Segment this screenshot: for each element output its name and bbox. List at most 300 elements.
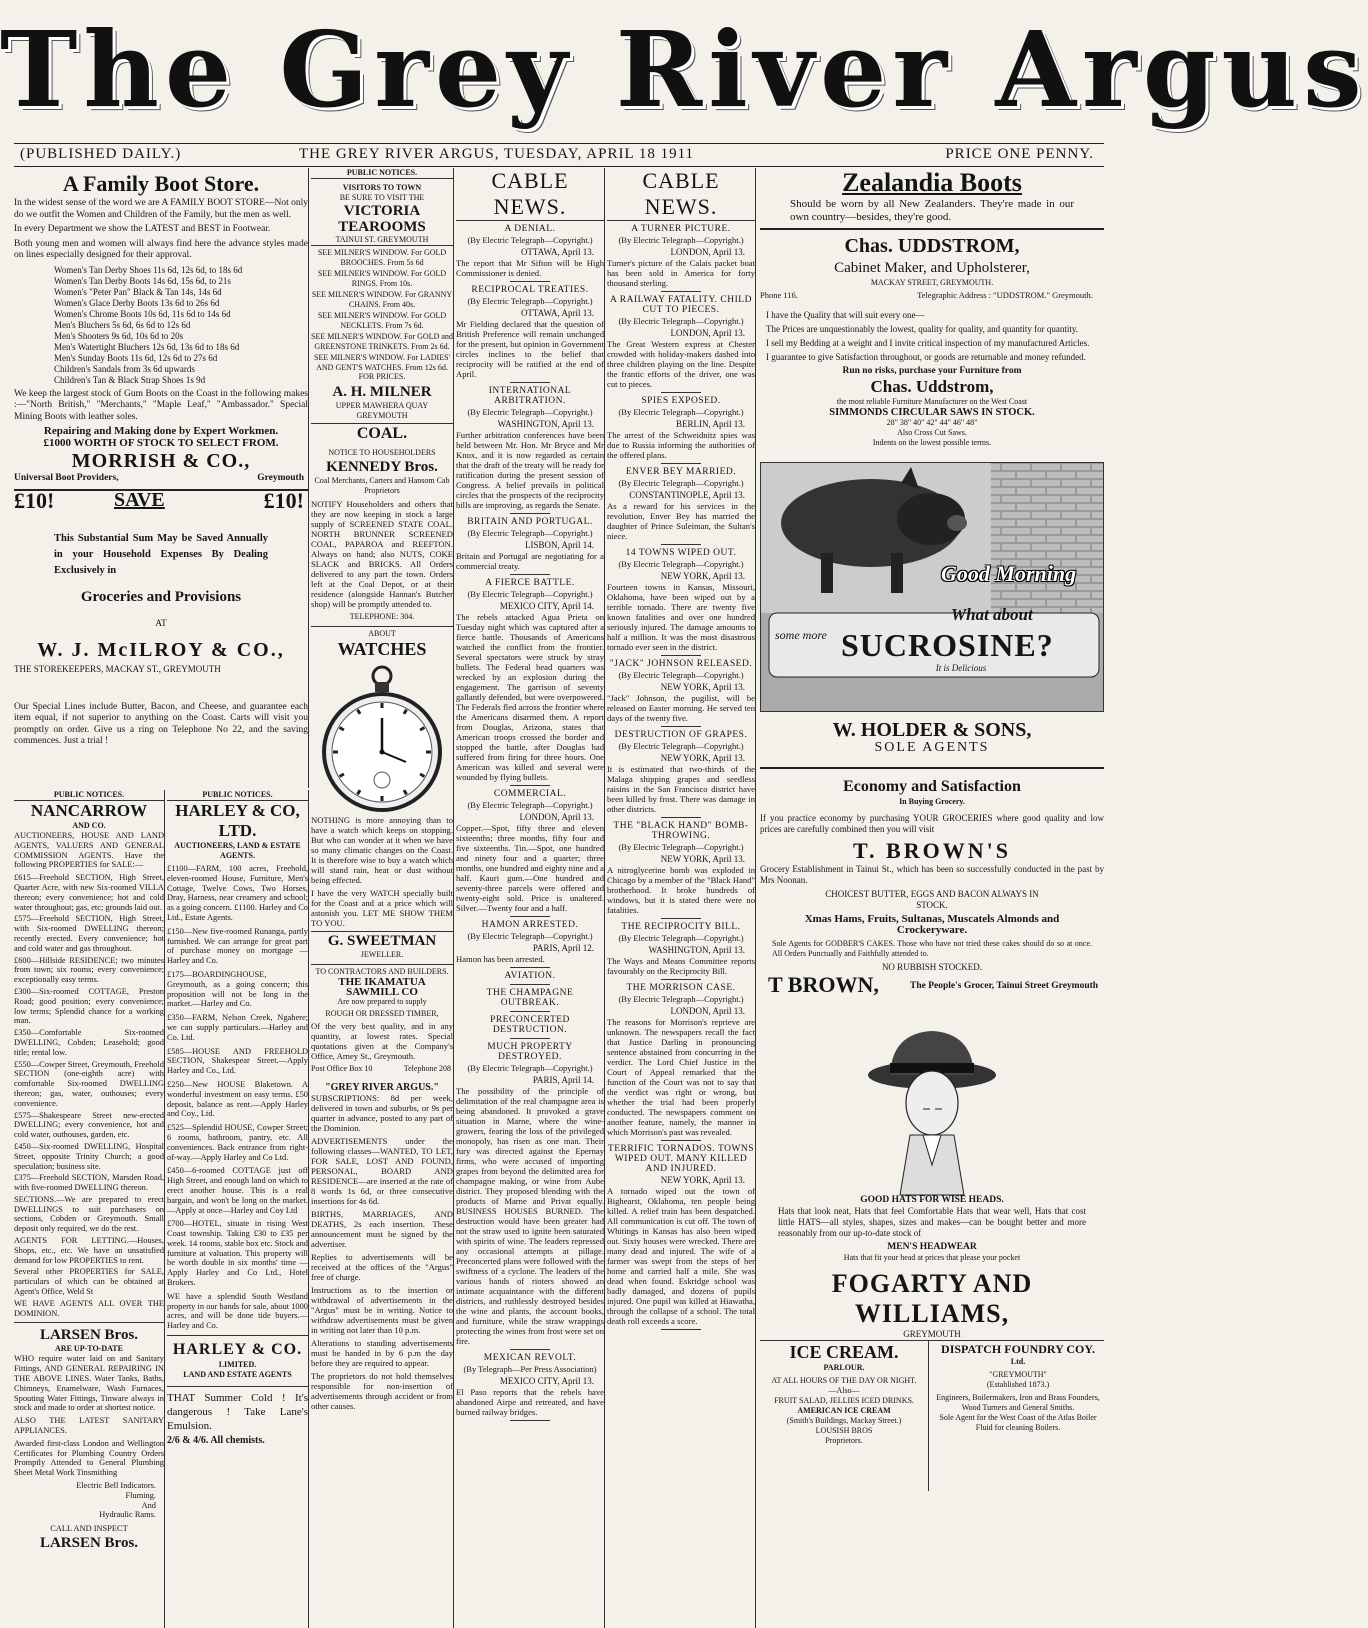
- story-body: Copper.—Spot, fifty three and eleven sixteenths; three months, fifty four and five sixteenths. Tin.—Spot, one hundred and ninety four and a quarter; three months, one hundred and eighty nine and a half. Kauri gum.—One hundred and seventy-three parcels were offered and twenty-eight sold. Price is unaltered. Silver.—Twenty four and a half.: [456, 823, 604, 913]
- ice-fruit: FRUIT SALAD, JELLIES ICED DRINKS.: [774, 1396, 914, 1405]
- story-dateline: MEXICO CITY, April 14.: [499, 601, 594, 611]
- uddstrom-contact: [760, 288, 1104, 310]
- boot-intro-2: In every Department we show the LATEST and BEST in Footwear.: [14, 224, 271, 234]
- story-separator: [661, 544, 701, 545]
- story-body: The Ways and Means Committee reports favourably on the Reciprocity Bill.: [607, 956, 755, 976]
- story-separator: [510, 916, 550, 917]
- hats-title: GOOD HATS FOR WISE HEADS.: [860, 1195, 1004, 1205]
- save-banner: [14, 489, 308, 523]
- news-story: [607, 1144, 755, 1330]
- larsen-line: Electric Bell Indicators.: [76, 1481, 156, 1491]
- saws-title: SIMMONDS CIRCULAR SAWS IN STOCK.: [829, 407, 1035, 418]
- story-source: (By Electric Telegraph—Copyright.): [618, 407, 744, 417]
- larsen-text: WHO require water laid on and Sanitary Fittings, AND GENERAL REPAIRING IN THE ABOVE LINES. Water Tanks, Baths, Chimneys, Enamelware, Wash Furnaces, Spouting Water Fittings, Tinware always in stock and made to order at shortest notice.: [14, 1354, 164, 1413]
- fogarty-title: FOGARTY AND WILLIAMS,: [831, 1269, 1033, 1328]
- story-body: The possibility of the principle of delimitation of the real champagne area is being abandoned. It provoked a grave situation in Marne, where the wine-growers, fearing the loss of the privileged monopoly, has risen as one man. Their fury was directed against the Epernay firms, who were accused of importing grapes from beyond the delimited area for champagne making, or wine from Aube district. They proposed blending with the products of Marne and Privat equally. BUSINESS HOUSES BURNED. The destruction would have been greater had not the straw used to ignite been saturated with spirits of wine. The leaders repressed any occasional attempts at pillage. Preconcerted plans were followed with the swiftness of a cyclone. The leaders of the various bands of rioters showed an intimate acquaintance with the different districts, and ruthlessly destroyed besides the wine and plants, the account books, and furniture, while the straw wrappings protecting the wines from frost were set on fire.: [456, 1086, 604, 1346]
- milner-item: SEE MILNER'S WINDOW. For LADIES' AND GENT'S WATCHES. From 12s 6d. FOR PRICES.: [314, 353, 450, 381]
- story-headline: ENVER BEY MARRIED.: [625, 467, 737, 477]
- argus-text-5: Instructions as to the insertion or withdrawal of advertisements in the "Argus" must be in writing. Notice to withdraw advertisements must be given in writing not later than 10 p.m.: [311, 1284, 453, 1335]
- larsen-award: Awarded first-class London and Wellington Certificates for Plumbing Country Orders Promptly Attended to General Plumbing Sheet Metal Work Tinsmithing: [14, 1438, 164, 1478]
- saws-sizes: 28" 38" 40" 42" 44" 46" 48": [886, 418, 978, 427]
- harley-title: HARLEY & CO, LTD.: [175, 801, 300, 840]
- brown-agents: Sole Agents for GODBER'S CAKES. Those who have not tried these cakes should do so at once. All Orders Punctually and Faithfully attended to.: [772, 939, 1092, 958]
- lane-price: 2/6 & 4/6. All chemists.: [167, 1435, 265, 1447]
- watch-text: NOTHING is more annoying than to have a watch which keeps on stopping. But who can wonder at it when we have so many climatic changes on the Coast. It is therefore wise to buy a watch which will stand rain, heat or dust without being effected.: [311, 814, 453, 885]
- price-line: Women's Glace Derby Boots 13s 6d to 26s 6d: [54, 297, 220, 308]
- ice-foundry-row: [760, 1341, 1104, 1491]
- col4-title: CABLE NEWS.: [607, 168, 755, 221]
- fogarty-town: GREYMOUTH: [760, 1329, 1104, 1341]
- story-body: The reasons for Morrison's reprieve are unknown. The newspapers recall the fact that Justice Darling in pronouncing sentence abstained from concurring in the verdict. The Lord Chief Justice in the Court of Appeal remarked that the function of the Court was not to say that the verdict was right or wrong, but whether the trial had been properly conducted. The newspapers comment on another feature, namely, the manner in which Morrison's past was revealed.: [607, 1017, 755, 1137]
- property-listing: £450—Six-roomed DWELLING, Hospital Street, opposite Trinity Church; a good speculation; business site.: [14, 1141, 164, 1171]
- coal-title: COAL.: [311, 423, 453, 444]
- property-listing: £375—Freehold SECTION, Marsden Road, with five-roomed DWELLING thereon.: [14, 1173, 164, 1193]
- dateline: [14, 143, 1104, 167]
- story-separator: [661, 1140, 701, 1141]
- property-listing: £575—Shakespeare Street new-erected DWELLING; every convenience, hot and cold water, outhouses, garden, etc.: [14, 1110, 164, 1140]
- dispatch-grey: "GREYMOUTH": [989, 1370, 1047, 1379]
- brown-foot-sub: The People's Grocer, Tainui Street Greymouth: [910, 981, 1099, 991]
- watch-text-2: I have the very WATCH specially built for the Coast and at a price which will astonish you. LET ME SHOW THEM TO YOU.: [311, 887, 453, 928]
- news-story: [607, 548, 755, 656]
- story-source: (By Electric Telegraph—Copyright.): [618, 933, 744, 943]
- milner-item: SEE MILNER'S WINDOW. For GOLD RINGS. From 10s.: [317, 269, 447, 288]
- save-text: This Substantial Sum May be Saved Annually in your Household Expenses By Dealing Exclusively in: [54, 533, 268, 576]
- property-listing: SECTIONS.—We are prepared to erect DWELLINGS to suit purchasers on sections, Cobden or Greymouth. Small deposit only required, we do the rest.: [14, 1194, 164, 1234]
- story-headline: BRITAIN AND PORTUGAL.: [467, 517, 593, 527]
- price-line: Women's Tan Derby Boots 14s 6d, 15s 6d, to 21s: [54, 275, 231, 286]
- property-listing: £585—HOUSE AND FREEHOLD SECTION, Shakespear Street.—Apply Harley and Co., Ltd.: [167, 1046, 308, 1076]
- save-right: £10!: [263, 488, 304, 513]
- harley-sub: AUCTIONEERS, LAND & ESTATE AGENTS.: [174, 841, 301, 860]
- story-source: (By Electric Telegraph—Copyright.): [618, 741, 744, 751]
- to-contractors: TO CONTRACTORS AND BUILDERS.: [311, 964, 453, 977]
- story-separator: [661, 655, 701, 656]
- story-headline: "JACK" JOHNSON RELEASED.: [609, 659, 753, 669]
- larsen-line: Fluming.: [125, 1490, 156, 1500]
- property-listing: £350—Comfortable Six-roomed DWELLING, Cobden; Leasehold; good title; rental low.: [14, 1028, 164, 1057]
- story-headline: A TURNER PICTURE.: [631, 224, 731, 234]
- uddstrom-title: Chas. UDDSTROM,: [844, 235, 1020, 257]
- dispatch-title: DISPATCH FOUNDRY COY.: [941, 1342, 1095, 1356]
- grocer-sub: THE STOREKEEPERS, MACKAY ST., GREYMOUTH: [14, 664, 221, 674]
- col3-stories: [456, 224, 604, 1421]
- tearooms-addr: TAINUI ST. GREYMOUTH: [311, 235, 453, 246]
- story-source: (By Electric Telegraph—Copyright.): [618, 842, 744, 852]
- price-line: Women's Tan Derby Shoes 11s 6d, 12s 6d, to 18s 6d: [54, 264, 243, 275]
- larsen-line: Hydraulic Rams.: [99, 1510, 156, 1520]
- milner-name: A. H. MILNER: [332, 383, 432, 400]
- pig-good-morning: Good Morning: [941, 561, 1077, 586]
- news-story: [456, 1015, 604, 1039]
- larsen-foot: LARSEN Bros.: [39, 1535, 139, 1551]
- story-separator: [510, 785, 550, 786]
- story-separator: [510, 1011, 550, 1012]
- story-dateline: PARIS, April 12.: [532, 943, 594, 953]
- story-body: Further arbitration conferences have been held between Mr. Hon. Mr Bryce and Mr Knox, and it is now regarded as certain that the draft of the treaty will be ready for ratification during the present session of Congress. A belief prevails in political circles that the prospects of the reciprocity bills are improving, as regards the Senate.: [456, 430, 604, 510]
- larsen-line: And: [141, 1500, 156, 1510]
- news-story: [456, 224, 604, 282]
- timber-text: Of the very best quality, and in any quantity, at lowest rates. Special quotations given at the Company's Office, Arney St., Greymouth.: [311, 1020, 453, 1061]
- story-source: (By Electric Telegraph—Copyright.): [467, 407, 593, 417]
- property-listing: Several other PROPERTIES for SALE, particulars of which can be obtained at Agent's Office, Weld St: [14, 1267, 164, 1297]
- story-headline: DESTRUCTION OF GRAPES.: [614, 730, 748, 740]
- masthead-title: The Grey River Argus: [0, 8, 1368, 131]
- story-source: (By Electric Telegraph—Copyright.): [618, 478, 744, 488]
- uddstrom-lines: [760, 310, 1104, 363]
- uddstrom-line: I guarantee to give Satisfaction throughout, or goods are returnable and money refunded.: [766, 352, 1086, 362]
- uddstrom-trade: Cabinet Maker, and Upholsterer,: [834, 260, 1030, 276]
- timber-title: ROUGH OR DRESSED TIMBER,: [325, 1008, 439, 1018]
- story-dateline: NEW YORK, April 13.: [660, 854, 745, 864]
- story-dateline: WASHINGTON, April 13.: [648, 945, 745, 955]
- story-body: The report that Mr Sifton will be High Commissioner is denied.: [456, 258, 604, 278]
- brown-foot: [760, 972, 1104, 1009]
- be-sure: BE SURE TO VISIT THE: [339, 193, 425, 202]
- col2-label: PUBLIC NOTICES.: [311, 168, 453, 179]
- story-separator: [661, 463, 701, 464]
- economy-sub: In Buying Grocery.: [899, 797, 965, 806]
- story-separator: [661, 817, 701, 818]
- news-story: [456, 1353, 604, 1421]
- dispatch-foundry-ad: [932, 1341, 1104, 1491]
- news-story: [456, 789, 604, 917]
- larsen-also: ALSO THE LATEST SANITARY APPLIANCES.: [14, 1416, 164, 1436]
- story-body: Mr Fielding declared that the question of British Preference will remain unchanged for the present, but opinion in Government circles inclines to the belief that reciprocity will be ratified at the end of April.: [456, 319, 604, 379]
- news-story: [456, 920, 604, 968]
- ice-also: —Also—: [828, 1386, 860, 1395]
- kennedy-text: NOTIFY Householders and others that they are now keeping in stock a large supply of SCREENED STATE COAL. NORTH BRUNNER SCREENED COAL, PAPAROA and REEFTON. Always on hand; also NUTS, COKE SLACK and BRICKS. All Orders delivered to any part the town. Orders left at the Coal Depot, or at their residence (alongside Hannan's Butcher shop) will be promptly attended to.: [311, 498, 453, 609]
- property-listing: £300—Six-roomed COTTAGE, Preston Road; good position; every convenience; low terms; Splendid chance for a working man.: [14, 986, 164, 1026]
- story-dateline: OTTAWA, April 13.: [520, 308, 594, 318]
- pig-some-more: some more: [775, 628, 827, 642]
- harley-foot-sub: LIMITED.: [218, 1360, 257, 1370]
- property-listing: AGENTS FOR LETTING.—Houses, Shops, etc., etc. We have an unsatisfied demand for low PROPERTIES to rent.: [14, 1236, 164, 1265]
- grocer-at: AT: [155, 619, 167, 629]
- news-story: [607, 983, 755, 1141]
- nancarrow-sub: AND CO.: [72, 821, 106, 830]
- story-headline: A FIERCE BATTLE.: [485, 578, 575, 588]
- property-listing: £350—FARM, Nelson Creek, Ngahere; we can supply particulars.—Harley and Co. Ltd.: [167, 1013, 308, 1042]
- argus-text-4: Replies to advertisements will be received at the offices of the "Argus" free of charge.: [311, 1251, 453, 1282]
- story-dateline: LISBON, April 14.: [524, 540, 594, 550]
- price-line: Children's Tan & Black Strap Shoes 1s 9d: [54, 374, 206, 385]
- harley-listings: [167, 864, 308, 1331]
- uddstrom-name-2: Chas. Uddstrom,: [870, 377, 994, 396]
- story-separator: [510, 967, 550, 968]
- ice-addr: (Smith's Buildings, Mackay Street.): [786, 1416, 902, 1425]
- col3: [456, 168, 605, 1628]
- story-body: A tornado wiped out the town of Bighearst, Oklahoma, ten people being killed. A relief train has been despatched. All communication is cut off. The town of Whitings in Kansas has also been wiped out. Sixty houses were wrecked. There are many dead and injured. The wife of a farmer was swept from the steps of her home and carried half a mile. She was dead when found. Eskridge school was badly damaged, and dozens of pupils injured. One pupil was killed at Hiawatha, through the collapse of a school. The total death roll exceeds a score.: [607, 1186, 755, 1326]
- milner-addr: UPPER MAWHERA QUAY GREYMOUTH: [335, 400, 429, 420]
- ice-lousish: LOUSISH BROS: [815, 1426, 873, 1435]
- property-listing: WE have a splendid South Westland property in our hands for sale, about 1000 acres, and will be done tide buyers.—Harley and Co.: [167, 1291, 308, 1331]
- price-line: Children's Sandals from 3s 6d upwards: [54, 363, 195, 374]
- uddstrom-phone: Phone 116.: [760, 290, 798, 300]
- milner-item: SEE MILNER'S WINDOW. For GOLD BROOCHES. From 5s 6d: [317, 248, 447, 267]
- story-separator: [661, 979, 701, 980]
- argus-text-7: The proprietors do not hold themselves responsible for non-insertion of advertisements through accident or from other causes.: [311, 1370, 453, 1411]
- story-body: Turner's picture of the Calais packet boat has been sold in America for forty thousand sterling.: [607, 258, 755, 288]
- brown-text: Grocery Establishment in Tainui St., which has been so successfully conducted in the past by Mrs Noonan.: [760, 864, 1104, 885]
- sawmill-1: THE IKAMATUA: [338, 975, 426, 988]
- story-headline: PRECONCERTED DESTRUCTION.: [490, 1015, 570, 1035]
- story-separator: [510, 574, 550, 575]
- milner-item: SEE MILNER'S WINDOW. For GOLD NECKLETS. From 7s 6d.: [317, 311, 447, 330]
- story-separator: [661, 392, 701, 393]
- story-source: (By Electric Telegraph—Copyright.): [467, 931, 593, 941]
- argus-text-3: BIRTHS, MARRIAGES, AND DEATHS, 2s each insertion. These announcement must be signed by the advertiser.: [311, 1208, 453, 1249]
- news-story: [456, 988, 604, 1012]
- brown-rubbish: NO RUBBISH STOCKED.: [881, 962, 983, 972]
- story-headline: MUCH PROPERTY DESTROYED.: [487, 1042, 573, 1062]
- story-headline: A RAILWAY FATALITY. CHILD CUT TO PIECES.: [610, 295, 752, 315]
- boot-firm-town: Greymouth: [257, 473, 304, 483]
- story-separator: [661, 918, 701, 919]
- story-body: "Jack" Johnson, the pugilist, will be released on Easter morning. He served ten days of the twenty five.: [607, 693, 755, 723]
- story-headline: THE "BLACK HAND" BOMB-THROWING.: [613, 821, 749, 841]
- argus-text-2: ADVERTISEMENTS under the following classes—WANTED, TO LET, FOR SALE, LOST AND FOUND, PERSONAL, BOARD AND RESIDENCE—are inserted at the rate of 8 words 1s 6d, or three consecutive insertions for 4s 6d.: [311, 1135, 453, 1206]
- uddstrom-addr: MACKAY STREET, GREYMOUTH.: [870, 278, 994, 287]
- story-headline: THE RECIPROCITY BILL.: [621, 922, 741, 932]
- ice-prop: Proprietors.: [825, 1436, 863, 1445]
- pig-what-about: What about: [951, 605, 1033, 624]
- news-story: [456, 578, 604, 786]
- dispatch-agent: Sole Agent for the West Coast of the Atlas Boiler Fluid for cleaning Boilers.: [939, 1413, 1097, 1432]
- news-story: [607, 396, 755, 464]
- story-headline: A DENIAL.: [504, 224, 556, 234]
- uddstrom-line: I sell my Bedding at a weight and I invite critical inspection of my manufactured Articles.: [766, 338, 1090, 348]
- ice-sub: PARLOUR.: [823, 1363, 865, 1372]
- hats-men: MEN'S HEADWEAR: [887, 1242, 977, 1252]
- watches-title: WATCHES: [337, 638, 427, 659]
- col4-stories: [607, 224, 755, 1330]
- kennedy-title: KENNEDY Bros.: [326, 458, 438, 475]
- story-source: (By Electric Telegraph—Copyright.): [467, 235, 593, 245]
- uddstrom-sub: the most reliable Furniture Manufacturer on the West Coast: [836, 397, 1028, 406]
- groceries-title: Groceries and Provisions: [80, 589, 242, 605]
- milner-item: SEE MILNER'S WINDOW. For GRANNY CHAINS. From 40s.: [311, 290, 453, 309]
- larsen-list: [14, 1481, 164, 1520]
- story-source: (By Electric Telegraph—Copyright.): [618, 994, 744, 1004]
- saws-also: Also Cross Cut Saws.: [897, 428, 967, 437]
- uddstrom-tele: Telegraphic Address : "UDDSTROM." Greymouth.: [917, 290, 1093, 300]
- story-body: The rebels attacked Agua Prieta on Tuesday night which was captured after a fierce battle. Thousands of Americans watched the conflict from the frontier. Several spectators were struck by stray bullets. The Federal head quarters was wrecked by an explosion during the engagement. The garrison of seventy gallantly defended, but were overpowered. The Federals fled across the frontier where the Americans disarmed them. A report from Douglas, Arizona, states that American troops crossed the border and stopped the battle, after Douglas had suffered from firing for three hours. One American was killed and several were wounded by flying bullets.: [456, 612, 604, 782]
- property-listing: WE HAVE AGENTS ALL OVER THE DOMINION.: [14, 1298, 164, 1318]
- hats-fit: Hats that fit your head at prices that please your pocket: [843, 1253, 1021, 1262]
- boot-firm-sub: [14, 473, 308, 486]
- story-dateline: LONDON, April 13.: [670, 1006, 745, 1016]
- news-story: [607, 659, 755, 727]
- hat-illustration: [760, 1025, 1104, 1195]
- news-story: [607, 821, 755, 919]
- uddstrom-line: I have the Quality that will suit every one—: [766, 310, 925, 320]
- story-headline: RECIPROCAL TREATIES.: [471, 285, 589, 295]
- hats-text: Hats that look neat, Hats that feel Comfortable Hats that wear well, Hats that cost little HATS—all styles, shapes, sizes and makes—can be bought better and more reasonably from our up-to-date stock of: [778, 1206, 1086, 1238]
- dateline-published: (PUBLISHED DAILY.): [20, 146, 182, 162]
- dispatch-ltd: Ltd.: [1010, 1357, 1026, 1366]
- news-story: [456, 1042, 604, 1350]
- property-listing: £600—Hillside RESIDENCE; two minutes from town; six rooms; every convenience; exceptionally easy terms.: [14, 955, 164, 985]
- harley-foot: HARLEY & CO.: [172, 1341, 303, 1359]
- tearooms-2: TEAROOMS: [338, 219, 426, 235]
- story-dateline: BERLIN, April 13.: [676, 419, 745, 429]
- col1a: [14, 790, 165, 1628]
- price-line: Men's Watertight Bluchers 12s 6d, 13s 6d to 18s 6d: [54, 341, 240, 352]
- price-line: Women's "Peter Pan" Black & Tan 14s, 14s 6d: [54, 286, 222, 297]
- news-story: [456, 971, 604, 985]
- tearooms-1: VICTORIA: [343, 203, 421, 219]
- story-dateline: LONDON, April 13.: [519, 812, 594, 822]
- story-body: As a reward for his services in the revolution, Enver Bey has married the daughter of Prince Suleiman, the Sultan's niece.: [607, 501, 755, 541]
- boot-stock: We keep the largest stock of Gum Boots on the Coast in the following makes :—"North British," "Merchants," "Maple Leaf," "Ambassador." Special Mining Boots with leather soles.: [14, 388, 308, 422]
- ice-text: AT ALL HOURS OF THE DAY OR NIGHT.: [771, 1376, 917, 1385]
- property-listing: £175—BOARDINGHOUSE, Greymouth, as a going concern; this proposition will not be long in the market.—Harley and Co.: [167, 969, 308, 1009]
- news-story: [607, 922, 755, 980]
- dispatch-text: Engineers, Boilermakers, Iron and Brass Founders, Wood Turners and General Smiths.: [936, 1393, 1100, 1412]
- story-body: The arrest of the Schweidnitz spies was due to Russia informing the authorities of the offered plans.: [607, 430, 755, 460]
- story-source: (By Electric Telegraph—Copyright.): [467, 800, 593, 810]
- story-body: Hamon has been arrested.: [456, 954, 545, 964]
- property-listing: £1100—FARM, 100 acres, Freehold, eleven-roomed House, Furniture, Men's Cottage, Twelve Cows, Two Horses, Dray, Harness, near creamery and school; as a going concern. £1100. Harley and Co Ltd., Estate Agents.: [167, 864, 308, 922]
- property-listing: £575—Freehold SECTION, High Street, with Six-roomed DWELLING thereon; recently erected. Every convenience; hot and cold water and gas throughout.: [14, 914, 164, 953]
- story-source: (By Telegraph—Per Press Association): [463, 1364, 597, 1374]
- col4: [607, 168, 756, 1628]
- story-dateline: WASHINGTON, April 13.: [497, 419, 594, 429]
- boot-worth: £1000 WORTH OF STOCK TO SELECT FROM.: [43, 436, 279, 449]
- dispatch-est: (Established 1873.): [986, 1380, 1050, 1389]
- story-dateline: LONDON, April 13.: [670, 328, 745, 338]
- nancarrow-title: NANCARROW: [30, 801, 148, 820]
- col1b-label: PUBLIC NOTICES.: [167, 790, 308, 801]
- story-dateline: OTTAWA, April 13.: [520, 247, 594, 257]
- story-headline: HAMON ARRESTED.: [481, 920, 579, 930]
- lane-ad: THAT Summer Cold ! It's dangerous ! Take Lane's Emulsion.: [167, 1392, 308, 1433]
- holder-sub: SOLE AGENTS: [874, 740, 990, 755]
- col1b: [167, 790, 309, 1628]
- story-dateline: PARIS, April 14.: [532, 1075, 594, 1085]
- story-headline: COMMERCIAL.: [493, 789, 567, 799]
- news-story: [456, 517, 604, 575]
- news-story: [607, 295, 755, 393]
- zealandia-title: Zealandia Boots: [842, 168, 1022, 197]
- news-story: [607, 467, 755, 545]
- uddstrom-risk: Run no risks, purchase your Furniture from: [842, 366, 1022, 376]
- larsen-call: CALL AND INSPECT: [50, 1524, 128, 1534]
- timber-tel: Telephone 208: [403, 1063, 451, 1073]
- boot-firm-providers: Universal Boot Providers,: [14, 473, 119, 483]
- property-listing: £450—6-roomed COTTAGE just off High Street, and enough land on which to erect another house. This is a real bargain, and won't be long on the market.—Apply at once—Harley and Coy Ltd: [167, 1166, 308, 1215]
- grocer-name: W. J. McILROY & CO.,: [37, 638, 285, 661]
- save-mid: SAVE: [114, 489, 165, 511]
- property-listing: £150—New five-roomed Runanga, partly furnished. We can arrange for great part of purchase money on mortgage —Harley and Co.: [167, 926, 308, 966]
- news-story: [607, 730, 755, 818]
- property-listing: £615—Freehold SECTION, High Street, Quarter Acre, with new Six-roomed VILLA thereon; every convenience; hot and cold water throughout; gas, etc; grounds laid out.: [14, 873, 164, 912]
- story-source: (By Electric Telegraph—Copyright.): [467, 296, 593, 306]
- harley-foot-sub2: LAND AND ESTATE AGENTS: [183, 1370, 292, 1380]
- pig-small: It is Delicious: [935, 663, 987, 673]
- story-headline: TERRIFIC TORNADOS. TOWNS WIPED OUT. MANY KILLED AND INJURED.: [607, 1144, 755, 1174]
- story-separator: [661, 291, 701, 292]
- boot-intro-3: Both young men and women will always find here the advance styles made on lines especially designed for their approval.: [14, 238, 308, 260]
- news-story: [607, 224, 755, 292]
- property-listing: £525—Splendid HOUSE, Cowper Street; 6 rooms, bathroom, pantry, etc. All conveniences. Back entrance from right-of-way.—Apply Harley and Co Ltd.: [167, 1123, 308, 1162]
- story-source: (By Electric Telegraph—Copyright.): [467, 1063, 593, 1073]
- price-line: Women's Chrome Boots 10s 6d, 11s 6d to 14s 6d: [54, 308, 231, 319]
- coal-notice: NOTICE TO HOUSEHOLDERS: [328, 447, 436, 457]
- story-separator: [661, 1329, 701, 1330]
- sawmill-2: SAWMILL CO: [346, 985, 418, 998]
- ice-american: AMERICAN ICE CREAM: [797, 1406, 891, 1415]
- brown-title: T. BROWN'S: [853, 838, 1011, 863]
- story-separator: [510, 984, 550, 985]
- story-headline: 14 TOWNS WIPED OUT.: [625, 548, 737, 558]
- story-source: (By Electric Telegraph—Copyright.): [618, 559, 744, 569]
- story-dateline: NEW YORK, April 13.: [660, 753, 745, 763]
- story-separator: [661, 726, 701, 727]
- ice-cream-ad: [760, 1341, 929, 1491]
- holder-title: W. HOLDER & SONS,: [832, 719, 1032, 741]
- story-headline: INTERNATIONAL ARBITRATION.: [488, 386, 572, 406]
- story-body: El Paso reports that the rebels have abandoned Airpe and retreated, and have burned railway bridges.: [456, 1387, 604, 1417]
- story-separator: [510, 382, 550, 383]
- economy-title: Economy and Satisfaction: [843, 778, 1021, 795]
- sucrosine-illustration: [760, 462, 1104, 712]
- story-source: (By Electric Telegraph—Copyright.): [618, 316, 744, 326]
- news-story: [456, 285, 604, 383]
- sweetman-sub: JEWELLER.: [360, 949, 404, 959]
- sawmill-text: Are now prepared to supply: [337, 996, 427, 1006]
- brown-foot-name: T BROWN,: [768, 972, 879, 997]
- property-listing: £250—New HOUSE Blaketown. A wonderful investment on easy terms. £50 deposit, balance as rent.—Apply Harley and Coy., Ltd.: [167, 1079, 308, 1119]
- story-separator: [510, 1038, 550, 1039]
- col1a-label: PUBLIC NOTICES.: [14, 790, 164, 801]
- story-separator: [510, 513, 550, 514]
- grocer-special: Our Special Lines include Butter, Bacon, and Cheese, and guarantee each item equal, if not superior to anything on the Coast. Carts will visit you promptly on order. Give us a ring on Telephone No 22, and the saving commences. Just a trial !: [14, 701, 308, 746]
- news-story: [456, 386, 604, 514]
- boot-firm: MORRISH & CO.,: [71, 450, 251, 472]
- story-body: It is estimated that two-thirds of the Malaga shipping grapes and seedless raisins in the San Francisco district have been killed by frost. There was damage in other districts.: [607, 764, 755, 814]
- story-source: (By Electric Telegraph—Copyright.): [618, 670, 744, 680]
- sweetman-title: G. SWEETMAN: [311, 931, 453, 950]
- uddstrom-line: The Prices are unquestionably the lowest, quality for quality, and quantity for quantity.: [766, 324, 1079, 334]
- story-separator: [510, 281, 550, 282]
- milner-item: SEE MILNER'S WINDOW. For GOLD and GREENSTONE TRINKETS. From 2s 6d.: [311, 332, 453, 351]
- boot-repair: Repairing and Making done by Expert Workmen.: [43, 425, 279, 437]
- col2: [311, 168, 454, 1628]
- story-source: (By Electric Telegraph—Copyright.): [618, 235, 744, 245]
- save-left: £10!: [14, 488, 55, 513]
- timber-contact: [311, 1064, 453, 1075]
- story-source: (By Electric Telegraph—Copyright.): [467, 528, 593, 538]
- story-dateline: MEXICO CITY, April 13.: [499, 1376, 594, 1386]
- dateline-price: PRICE ONE PENNY.: [945, 146, 1094, 162]
- story-source: (By Electric Telegraph—Copyright.): [467, 589, 593, 599]
- larsen-title: LARSEN Bros.: [39, 1327, 139, 1344]
- story-headline: AVIATION.: [504, 971, 556, 981]
- price-line: Men's Shooters 9s 6d, 10s 6d to 20s: [54, 330, 184, 341]
- story-headline: MEXICAN REVOLT.: [483, 1353, 577, 1363]
- story-dateline: NEW YORK, April 13.: [660, 1175, 745, 1185]
- story-headline: SPIES EXPOSED.: [641, 396, 721, 406]
- watch-illustration: [318, 662, 446, 812]
- visitors: VISITORS TO TOWN: [342, 183, 422, 192]
- brown-choice: CHOICEST BUTTER, EGGS AND BACON ALWAYS IN STOCK.: [825, 889, 1039, 910]
- zealandia-text: Should be worn by all New Zealanders. They're made in our own country—besides, they're good.: [790, 198, 1074, 223]
- nancarrow-listings: [14, 873, 164, 1318]
- economy-text: If you practice economy by purchasing YOUR GROCERIES where good quality and low prices are carefully combined then you will visit: [760, 813, 1104, 834]
- argus-text-1: SUBSCRIPTIONS: 8d per week, delivered in town and suburbs, or 9s per quarter in advance, posted to any part of the Dominion.: [311, 1092, 453, 1133]
